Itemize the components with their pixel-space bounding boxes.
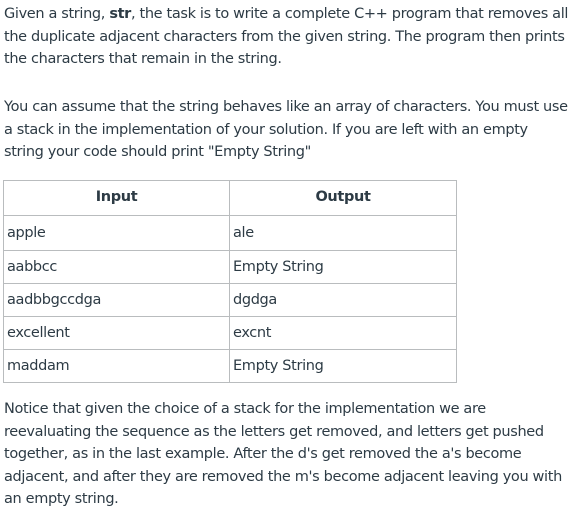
variable-name: str xyxy=(109,6,131,22)
intro-paragraph xyxy=(4,3,570,71)
input-cell: maddam xyxy=(4,350,230,383)
output-cell: Empty String xyxy=(230,251,457,284)
input-cell: excellent xyxy=(4,317,230,350)
table-header-row xyxy=(4,181,457,216)
table-row xyxy=(4,216,457,251)
output-cell: ale xyxy=(230,216,457,251)
input-cell: apple xyxy=(4,216,230,251)
table-row xyxy=(4,284,457,317)
table-row xyxy=(4,251,457,284)
assumption-paragraph: You can assume that the string behaves like an array of characters. You must use a stack in the implementation of your solution. If you are left with an empty string your code should print "Empty String" xyxy=(4,99,568,160)
table-row xyxy=(4,350,457,383)
output-cell: Empty String xyxy=(230,350,457,383)
header-output: Output xyxy=(230,181,457,216)
input-cell: aabbcc xyxy=(4,251,230,284)
intro-text-start: Given a string, xyxy=(4,6,110,22)
header-input: Input xyxy=(4,181,230,216)
output-cell: excnt xyxy=(230,317,457,350)
notice-paragraph: Notice that given the choice of a stack for the implementation we are reevaluating the sequence as the letters get removed, and letters get pushed together, as in the last example. After the d's get removed the a's become adjacent, and after they are removed the m's become adjacent leaving you with an empty string. xyxy=(4,401,562,507)
examples-table xyxy=(3,180,457,383)
intro-text-end: , the task is to write a complete C++ program that removes all the duplicate adjacent characters from the given string. The program then prints the characters that remain in the string. xyxy=(4,6,569,67)
table-row xyxy=(4,317,457,350)
input-cell: aadbbgccdga xyxy=(4,284,230,317)
output-cell: dgdga xyxy=(230,284,457,317)
